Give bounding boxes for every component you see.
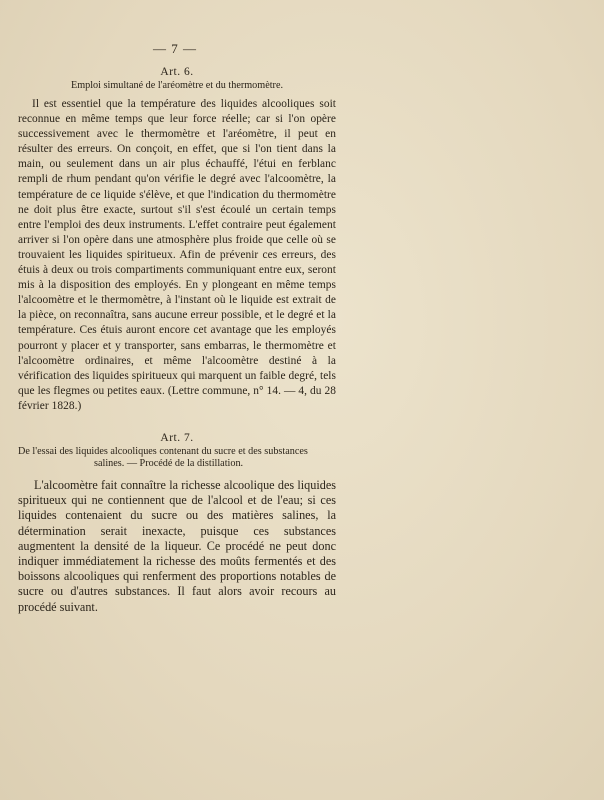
article-6-heading: Art. 6. [160, 66, 194, 78]
page-number: — 7 — [153, 41, 197, 56]
article-7-heading: Art. 7. [160, 432, 194, 444]
article-6-subtitle: Emploi simultané de l'aréomètre et du thermomètre. [70, 80, 284, 91]
article-6-paragraph: Il est essentiel que la température des liquides alcooliques soit reconnue en même temps que leur force réelle; car si l'on opère successivement avec le thermomètre et l'aréomètre, il peut en résulter des erreurs. On conçoit, en effet, que si l'on tient dans la main, ou seulement dans un air plus échauffé, l'étui en ferblanc rempli de rhum pendant qu'on vérifie le degré avec l'alcoomètre, la température de ce liquide s'élève, et que l'indication du thermomètre ne doit plus être exacte, surtout s'il s'est écoulé un certain temps entre l'emploi des deux instruments. L'effet contraire peut également arriver si l'on opère dans une atmosphère plus froide que celle où se trouvaient les liquides spiritueux. Afin de prévenir ces erreurs, des étuis à deux ou trois compartiments communiquant entre eux, seront mis à la disposition des employés. En y plongeant en même temps l'alcoomètre et le thermomètre, à l'instant où le liquide est extrait de la pièce, on reconnaîtra, sans aucune erreur possible, et le degré et la température. Ces étuis auront encore cet avantage que les employés pourront y placer et y transporter, sans embarras, le thermomètre et l'alcoomètre ordinaires, et même l'alcoomètre destiné à la vérification des liquides spiritueux qui marquent un faible degré, tels que les flegmes ou petites eaux. (Lettre commune, n° 14. — 4, du 28 février 1828.) [18, 98, 336, 412]
article-7 [18, 432, 336, 615]
article-7-subtitle-line1: De l'essai des liquides alcooliques contenant du sucre et des substances [18, 446, 308, 457]
article-7-subtitle [18, 446, 336, 470]
article-7-paragraph: L'alcoomètre fait connaître la richesse alcoolique des liquides spiritueux qui ne contiennent que de l'alcool et de l'eau; si ces liquides contenaient du sucre ou des matières salines, la détermination serait inexacte, puisque ces substances augmentent la densité de la liqueur. Ce procédé ne peut donc indiquer immédiatement la richesse des moûts fermentés et des boissons alcooliques qui renferment des proportions notables de sucre ou d'autres substances. Il faut alors avoir recours au procédé suivant. [18, 478, 336, 614]
article-6 [18, 66, 336, 414]
article-7-subtitle-line2: salines. — Procédé de la distillation. [94, 458, 244, 469]
